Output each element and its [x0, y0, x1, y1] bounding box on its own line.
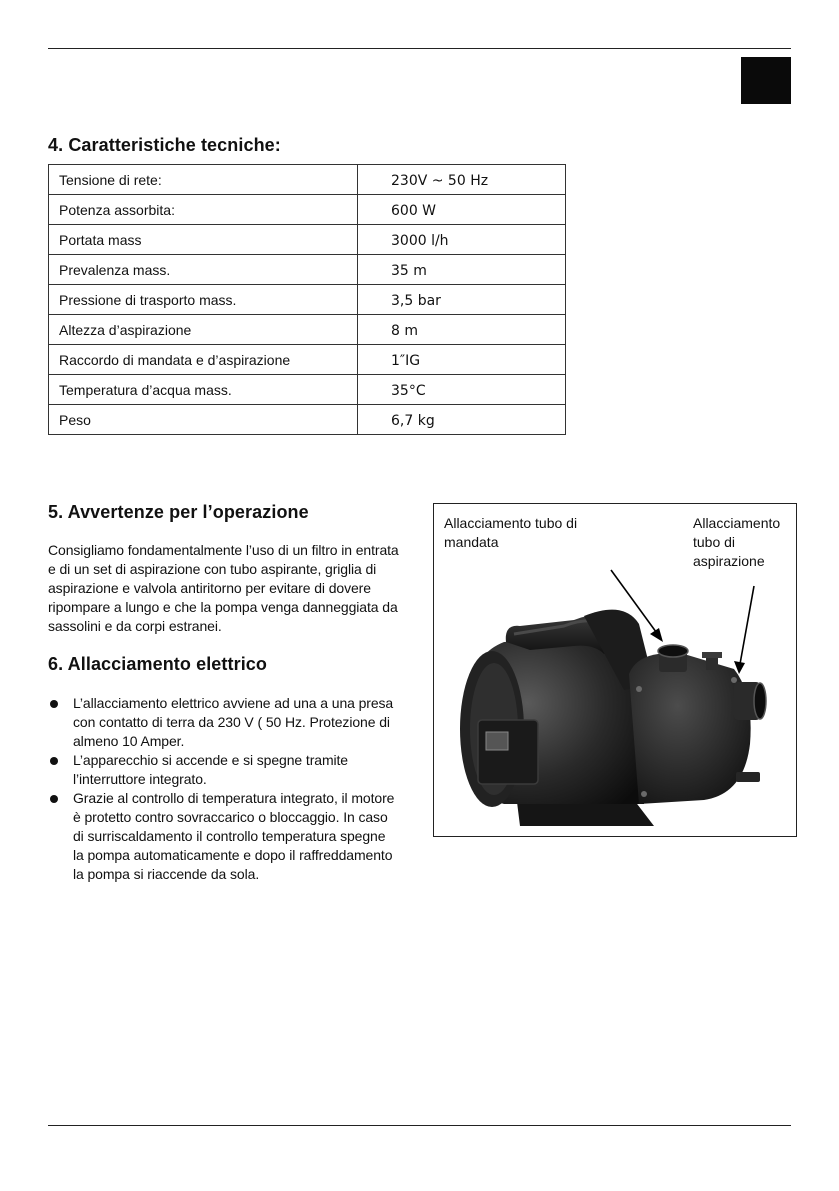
- section-6-heading: 6. Allacciamento elettrico: [48, 654, 268, 674]
- bullet-icon: [50, 700, 58, 708]
- section-6-bullet-list: [48, 694, 398, 884]
- spec-value: 3000 l/h: [358, 225, 566, 255]
- table-row: [49, 195, 566, 225]
- section-5-paragraph: Consigliamo fondamentalmente l’uso di un filtro in entrata e di un set di aspirazione con tubo aspirante, griglia di aspirazione e valvola antiritorno per evitare di dovere ripompare a lungo e che la pompa venga danneggiata da sassolini e da corpi estranei.: [48, 542, 399, 634]
- spec-label: Prevalenza mass.: [49, 255, 358, 285]
- spec-label: Temperatura d’acqua mass.: [49, 375, 358, 405]
- footer-rule: [48, 1125, 791, 1126]
- spec-label: Tensione di rete:: [49, 165, 358, 195]
- table-row: [49, 225, 566, 255]
- switch-panel: [478, 720, 538, 784]
- suction-port-opening: [754, 683, 766, 719]
- power-switch-icon: [486, 732, 508, 750]
- caption-outlet-connection: Allacciamento tubo di mandata: [444, 515, 578, 550]
- priming-plug: [706, 656, 718, 670]
- list-item-text: L’apparecchio si accende e si spegne tramite l’interruttore integrato.: [73, 752, 348, 787]
- technical-specs-table: [48, 164, 566, 435]
- caption-suction-connection: Allacciamento tubo di aspirazione: [693, 515, 781, 569]
- outlet-port-opening: [658, 645, 688, 657]
- spec-value: 600 W: [358, 195, 566, 225]
- spec-label: Altezza d’aspirazione: [49, 315, 358, 345]
- section-5-heading: 5. Avvertenze per l’operazione: [48, 502, 309, 522]
- screw-icon: [641, 791, 647, 797]
- table-row: [49, 285, 566, 315]
- spec-value: 6,7 kg: [358, 405, 566, 435]
- spec-value: 8 m: [358, 315, 566, 345]
- screw-icon: [731, 677, 737, 683]
- spec-value: 3,5 bar: [358, 285, 566, 315]
- pump-illustration: [434, 504, 797, 837]
- header-rule: [48, 48, 791, 49]
- spec-value: 1″IG: [358, 345, 566, 375]
- pump-figure: [433, 503, 797, 837]
- spec-value: 35 m: [358, 255, 566, 285]
- spec-label: Raccordo di mandata e d’aspirazione: [49, 345, 358, 375]
- list-item-text: L’allacciamento elettrico avviene ad una a una presa con contatto di terra da 230 V ( 50 Hz. Protezione di almeno 10 Amper.: [73, 695, 394, 749]
- table-row: [49, 405, 566, 435]
- list-item-text: Grazie al controllo di temperatura integrato, il motore è protetto contro sovraccarico o bloccaggio. In caso di surriscaldamento il controllo temperatura spegne la pompa automaticamente e dopo il raffreddamento la pompa si riaccende da sola.: [73, 790, 395, 882]
- list-item: [48, 789, 398, 884]
- table-row: [49, 255, 566, 285]
- bullet-icon: [50, 795, 58, 803]
- table-row: [49, 345, 566, 375]
- drain-plug: [736, 772, 760, 782]
- section-4-heading: 4. Caratteristiche tecniche:: [48, 135, 281, 155]
- list-item: [48, 694, 398, 751]
- table-row: [49, 165, 566, 195]
- spec-value: 35°C: [358, 375, 566, 405]
- screw-icon: [636, 686, 642, 692]
- table-row: [49, 315, 566, 345]
- spec-label: Peso: [49, 405, 358, 435]
- list-item: [48, 751, 398, 789]
- spec-label: Portata mass: [49, 225, 358, 255]
- language-tab-marker: [741, 57, 791, 104]
- spec-label: Pressione di trasporto mass.: [49, 285, 358, 315]
- outlet-arrow-head-icon: [650, 628, 663, 642]
- pump-head: [629, 653, 751, 804]
- priming-plug-cap: [702, 652, 722, 658]
- table-row: [49, 375, 566, 405]
- spec-value: 230V ~ 50 Hz: [358, 165, 566, 195]
- bullet-icon: [50, 757, 58, 765]
- suction-arrow-line: [740, 586, 754, 664]
- spec-label: Potenza assorbita:: [49, 195, 358, 225]
